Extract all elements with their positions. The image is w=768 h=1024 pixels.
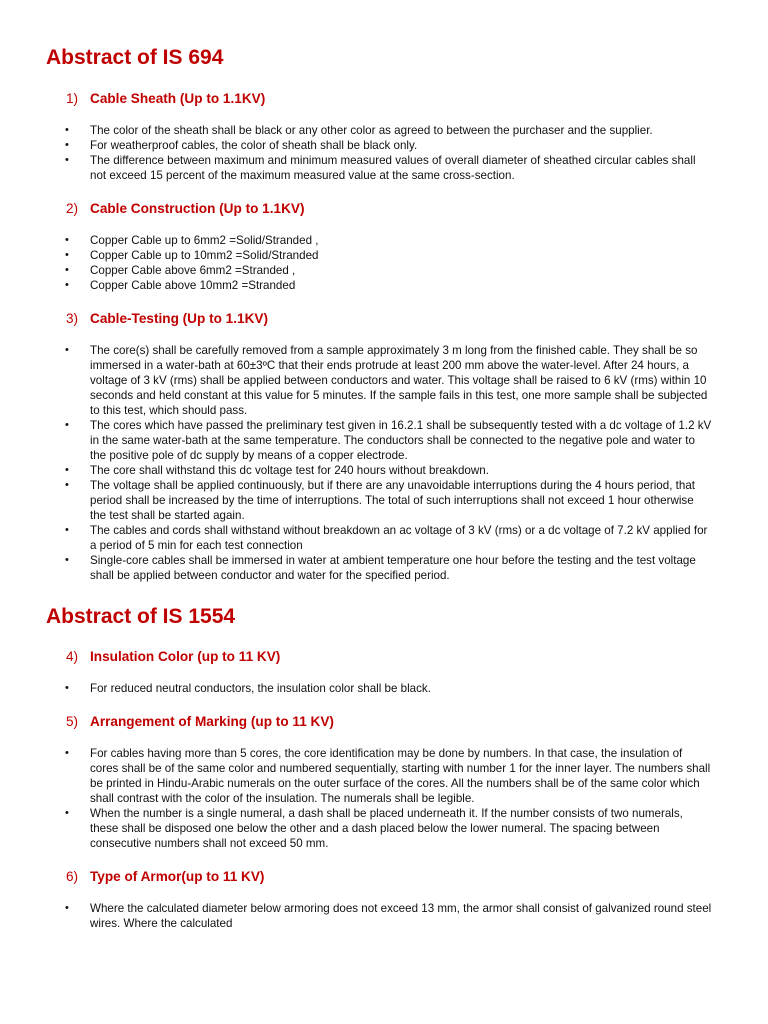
- bullet-icon: •: [65, 344, 69, 356]
- bullet-icon: •: [65, 902, 69, 914]
- list-item: [46, 343, 712, 418]
- section-type-of-armor: [46, 869, 712, 931]
- section-title: [46, 201, 712, 217]
- bullet-icon: •: [65, 807, 69, 819]
- list-item-text: Where the calculated diameter below armoring does not exceed 13 mm, the armor shall consist of galvanized round steel wires. Where the calculated: [90, 902, 712, 930]
- list-item-text: The cables and cords shall withstand without breakdown an ac voltage of 3 kV (rms) or a dc voltage of 7.2 kV applied for a period of 5 min for each test connection: [90, 524, 708, 552]
- section-number: 1): [66, 91, 79, 106]
- abstract-heading-is-1554: Abstract of IS 1554: [46, 605, 236, 628]
- list-item: [46, 478, 712, 523]
- list-item: [46, 263, 712, 278]
- bullet-list: [46, 123, 712, 183]
- list-item-text: For weatherproof cables, the color of sheath shall be black only.: [90, 139, 418, 152]
- list-item-text: The color of the sheath shall be black or any other color as agreed to between the purchaser and the supplier.: [90, 124, 653, 137]
- bullet-icon: •: [65, 747, 69, 759]
- list-item: [46, 233, 712, 248]
- list-item-text: The difference between maximum and minimum measured values of overall diameter of sheathed circular cables shall not exceed 15 percent of the maximum measured value at the same cross-section.: [90, 154, 696, 182]
- section-label: Cable Construction (Up to 1.1KV): [90, 201, 305, 216]
- list-item: [46, 153, 712, 183]
- list-item-text: The voltage shall be applied continuously, but if there are any unavoidable interruptions during the 4 hours period, that period shall be increased by the time of interruptions. The total of such interruptions shall not exceed 1 hour otherwise the test shall be started again.: [90, 479, 695, 522]
- bullet-icon: •: [65, 139, 69, 151]
- section-label: Cable Sheath (Up to 1.1KV): [90, 91, 266, 106]
- section-label: Cable-Testing (Up to 1.1KV): [90, 311, 268, 326]
- bullet-list: [46, 746, 712, 851]
- list-item-text: Copper Cable above 10mm2 =Stranded: [90, 279, 296, 292]
- section-cable-construction: [46, 201, 712, 293]
- list-item: [46, 901, 712, 931]
- list-item: [46, 806, 712, 851]
- section-title: [46, 311, 712, 327]
- bullet-icon: •: [65, 479, 69, 491]
- section-insulation-color: [46, 649, 712, 696]
- section-label: Insulation Color (up to 11 KV): [90, 649, 281, 664]
- section-title: [46, 714, 712, 730]
- list-item: [46, 463, 712, 478]
- bullet-icon: •: [65, 154, 69, 166]
- list-item: [46, 138, 712, 153]
- list-item: [46, 553, 712, 583]
- section-number: 6): [66, 869, 79, 884]
- bullet-list: [46, 343, 712, 583]
- bullet-icon: •: [65, 554, 69, 566]
- list-item-text: The cores which have passed the preliminary test given in 16.2.1 shall be subsequently tested with a dc voltage of 1.2 kV in the same water-bath at the same temperature. The conductors shall be connected to the negative pole and water to the positive pole of dc supply by means of a copper electrode.: [90, 419, 712, 462]
- list-item: [46, 418, 712, 463]
- section-cable-testing: [46, 311, 712, 583]
- bullet-list: [46, 681, 712, 696]
- list-item: [46, 248, 712, 263]
- list-item-text: Copper Cable up to 10mm2 =Solid/Stranded: [90, 249, 319, 262]
- bullet-icon: •: [65, 464, 69, 476]
- bullet-icon: •: [65, 234, 69, 246]
- list-item: [46, 523, 712, 553]
- section-number: 4): [66, 649, 79, 664]
- section-number: 5): [66, 714, 79, 729]
- list-item-text: When the number is a single numeral, a dash shall be placed underneath it. If the number consists of two numerals, these shall be disposed one below the other and a dash placed below the lower numeral. The spacing between consecutive numbers shall not exceed 50 mm.: [90, 807, 683, 850]
- list-item-text: The core(s) shall be carefully removed from a sample approximately 3 m long from the finished cable. They shall be so immersed in a water-bath at 60±3ºC that their ends protrude at least 200 mm above the water-level. After 24 hours, a voltage of 3 kV (rms) shall be applied between conductors and water. This voltage shall be raised to 6 kV (rms) within 10 seconds and held constant at this value for 5 minutes. If the sample fails in this test, one more sample shall be subjected to this test, which should pass.: [90, 344, 708, 417]
- section-cable-sheath: [46, 91, 712, 183]
- section-title: [46, 649, 712, 665]
- list-item-text: The core shall withstand this dc voltage test for 240 hours without breakdown.: [90, 464, 489, 477]
- bullet-icon: •: [65, 419, 69, 431]
- bullet-icon: •: [65, 682, 69, 694]
- list-item-text: Copper Cable up to 6mm2 =Solid/Stranded ,: [90, 234, 319, 247]
- list-item: [46, 278, 712, 293]
- section-number: 2): [66, 201, 79, 216]
- section-number: 3): [66, 311, 79, 326]
- bullet-icon: •: [65, 124, 69, 136]
- list-item: [46, 746, 712, 806]
- section-label: Type of Armor(up to 11 KV): [90, 869, 265, 884]
- section-title: [46, 869, 712, 885]
- bullet-list: [46, 901, 712, 931]
- bullet-icon: •: [65, 524, 69, 536]
- abstract-heading-is-694: Abstract of IS 694: [46, 46, 224, 69]
- bullet-icon: •: [65, 264, 69, 276]
- list-item: [46, 123, 712, 138]
- section-label: Arrangement of Marking (up to 11 KV): [90, 714, 334, 729]
- list-item-text: For reduced neutral conductors, the insulation color shall be black.: [90, 682, 431, 695]
- bullet-icon: •: [65, 279, 69, 291]
- list-item-text: For cables having more than 5 cores, the core identification may be done by numbers. In that case, the insulation of cores shall be of the same color and numbered sequentially, starting with number 1 for the inner layer. The numbers shall be printed in Hindu-Arabic numerals on the outer surface of the cores. All the numbers shall be of the same color which shall contrast with the color of the insulation. The numerals shall be legible.: [90, 747, 711, 805]
- list-item: [46, 681, 712, 696]
- section-arrangement-of-marking: [46, 714, 712, 851]
- list-item-text: Copper Cable above 6mm2 =Stranded ,: [90, 264, 296, 277]
- bullet-icon: •: [65, 249, 69, 261]
- section-title: [46, 91, 712, 107]
- list-item-text: Single-core cables shall be immersed in water at ambient temperature one hour before the testing and the test voltage shall be applied between conductor and water for the specified period.: [90, 554, 696, 582]
- bullet-list: [46, 233, 712, 293]
